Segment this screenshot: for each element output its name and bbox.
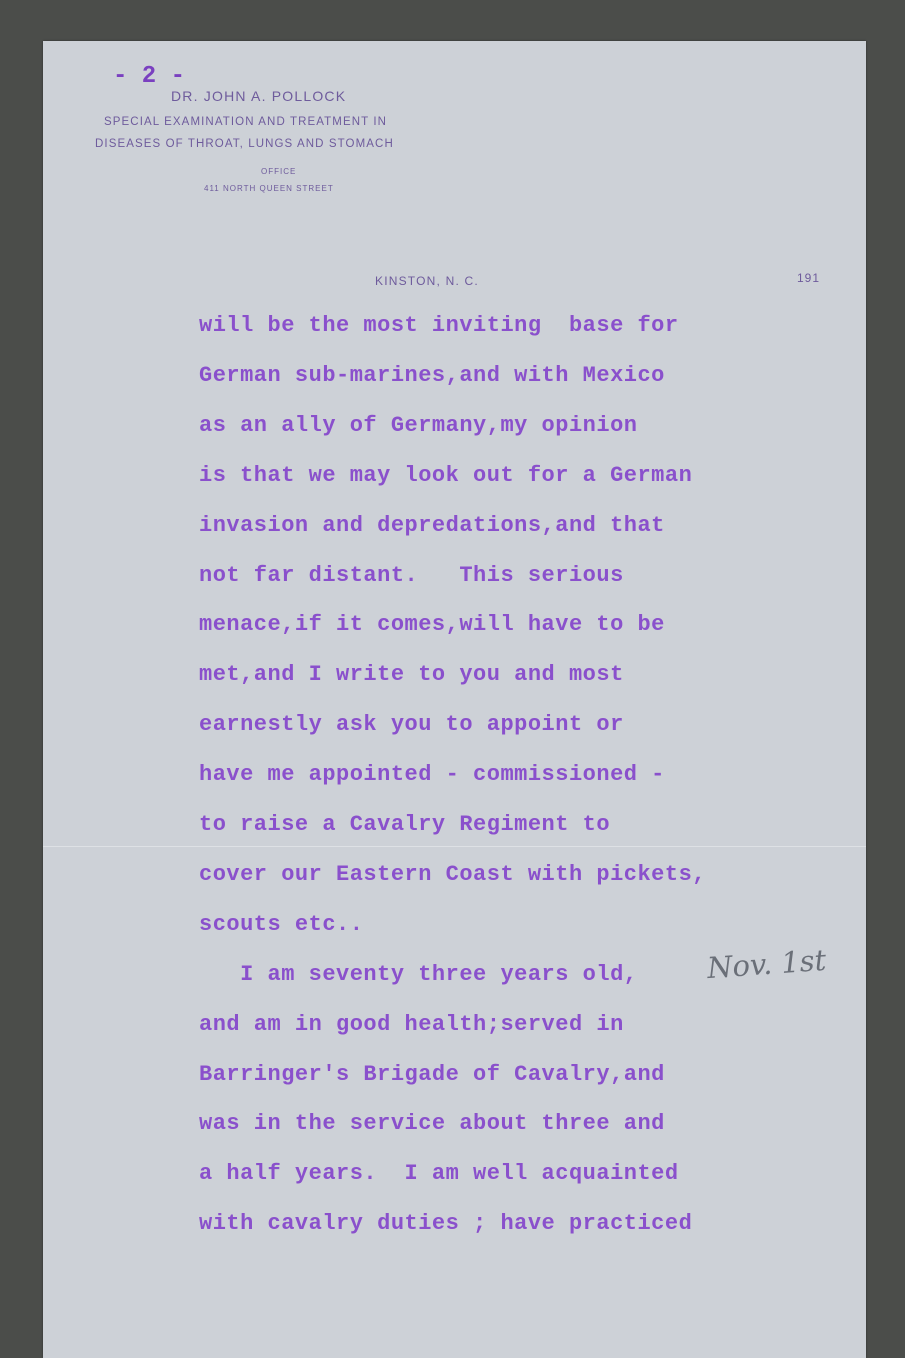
letterhead-city: KINSTON, N. C.	[375, 274, 479, 288]
letterhead-name: DR. JOHN A. POLLOCK	[171, 88, 347, 104]
letter-body-line: have me appointed - commissioned -	[199, 762, 665, 788]
letter-body-line: as an ally of Germany,my opinion	[199, 412, 638, 438]
handwritten-annotation: Nov. 1st	[705, 942, 828, 986]
letter-body-line: will be the most inviting base for	[199, 313, 679, 338]
letter-body-line: with cavalry duties ; have practiced	[199, 1211, 693, 1237]
letter-body-line: met,and I write to you and most	[199, 662, 624, 688]
letterhead-year-prefix: 191	[797, 271, 821, 285]
letterhead-specialty-line2: DISEASES OF THROAT, LUNGS AND STOMACH	[95, 138, 394, 150]
letter-body-line: a half years. I am well acquainted	[199, 1161, 679, 1187]
letter-body-line: earnestly ask you to appoint or	[199, 712, 624, 738]
letter-page	[43, 41, 866, 1358]
letter-body-line: Barringer's Brigade of Cavalry,and	[199, 1061, 665, 1087]
letter-body-line: scouts etc..	[199, 911, 364, 937]
letter-body-line: invasion and depredations,and that	[199, 512, 665, 538]
letter-body-line: German sub-marines,and with Mexico	[199, 362, 665, 388]
letter-body-line: I am seventy three years old,	[199, 961, 638, 987]
letter-body-line: is that we may look out for a German	[199, 462, 693, 488]
letter-body-line: menace,if it comes,will have to be	[199, 612, 665, 638]
letter-body-line: to raise a Cavalry Regiment to	[199, 812, 611, 837]
letter-body-line: not far distant. This serious	[199, 562, 624, 588]
letter-body-line: cover our Eastern Coast with pickets,	[199, 861, 706, 887]
letterhead-specialty-line1: SPECIAL EXAMINATION AND TREATMENT IN	[104, 116, 388, 128]
page-number: - 2 -	[113, 63, 186, 90]
letter-body-line: was in the service about three and	[199, 1111, 665, 1137]
letterhead-office-label: OFFICE	[261, 167, 297, 176]
letter-body-line: and am in good health;served in	[199, 1011, 624, 1037]
page-fold-line	[43, 846, 866, 847]
letterhead-address: 411 NORTH QUEEN STREET	[204, 184, 334, 193]
